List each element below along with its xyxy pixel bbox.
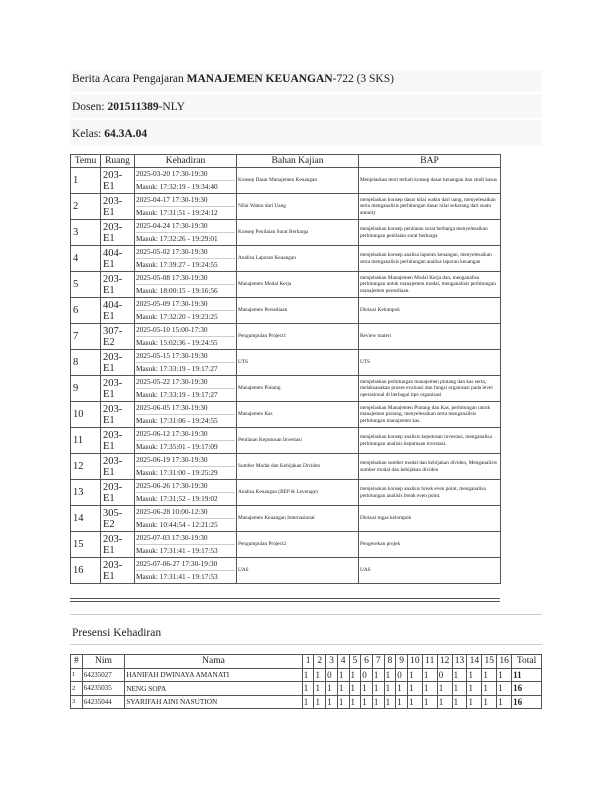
attendance-mark: 1: [302, 695, 314, 709]
ruang-cell: 404-E1: [101, 298, 135, 324]
temu-cell: 1: [71, 168, 101, 194]
masuk-text: Masuk: 17:35:01 - 19:17:09: [136, 442, 218, 451]
presensi-col-header: 11: [422, 655, 437, 669]
total-cell: 11: [512, 668, 542, 682]
masuk-text: Masuk: 17:32:20 - 19:23:25: [136, 312, 218, 321]
title-prefix: Berita Acara Pengajaran: [72, 73, 187, 85]
attendance-mark: 1: [314, 695, 326, 709]
bahan-kajian-cell: Manajemen Modal Kerja: [237, 272, 359, 298]
table-row: [71, 376, 501, 402]
bap-cell: menjelaskan sumber modal dan kebijakan dividen, Menganalisis sumber modal dan kebijakan dividen: [359, 454, 501, 480]
nim-cell: 64235027: [82, 668, 125, 682]
presensi-col-header: 15: [482, 655, 497, 669]
total-cell: 16: [512, 682, 542, 696]
col-temu: Temu: [71, 155, 101, 168]
attendance-mark: 1: [302, 668, 314, 682]
bahan-kajian-cell: Konsep Penilaian Surat Berharga: [237, 220, 359, 246]
bap-cell: Diskusi tugas kelompok: [359, 506, 501, 532]
attendance-mark: 0: [326, 668, 338, 682]
presensi-row: [71, 682, 542, 696]
attendance-mark: 1: [326, 682, 338, 696]
attendance-mark: 1: [482, 695, 497, 709]
presensi-col-header: 9: [396, 655, 408, 669]
masuk-text: Masuk: 17:31:41 - 19:17:53: [136, 546, 218, 555]
temu-cell: 3: [71, 220, 101, 246]
attendance-mark: 1: [422, 695, 437, 709]
ruang-cell: 404-E1: [101, 246, 135, 272]
ruang-cell: 203-E1: [101, 194, 135, 220]
jadwal-text: 2025-05-08 17:30-19:30: [136, 272, 235, 285]
kehadiran-cell: [135, 194, 237, 220]
nama-cell: SYARIFAH AINI NASUTION: [125, 695, 303, 709]
bahan-kajian-cell: Manajemen Persediaan: [237, 298, 359, 324]
bahan-kajian-cell: Analisa Laporan Keuangan: [237, 246, 359, 272]
row-number: 3: [71, 695, 83, 709]
kelas-label: Kelas:: [72, 128, 105, 140]
kehadiran-cell: [135, 480, 237, 506]
masuk-text: Masuk: 17:31:51 - 19:24:12: [136, 208, 218, 217]
attendance-mark: 1: [314, 682, 326, 696]
bahan-kajian-cell: Konsep Dasar Manajemen Keuangan: [237, 168, 359, 194]
temu-cell: 7: [71, 324, 101, 350]
masuk-text: Masuk: 17:33:19 - 19:17:27: [136, 364, 218, 373]
dosen-line: [72, 101, 185, 114]
ruang-cell: 203-E1: [101, 480, 135, 506]
bap-cell: Review materi: [359, 324, 501, 350]
attendance-mark: 1: [302, 682, 314, 696]
attendance-mark: 1: [407, 668, 422, 682]
dosen-suffix: -NLY: [158, 101, 185, 113]
bahan-kajian-cell: UAS: [237, 558, 359, 584]
attendance-mark: 1: [396, 695, 408, 709]
kehadiran-cell: [135, 168, 237, 194]
attendance-mark: 1: [361, 695, 373, 709]
presensi-col-header: 16: [497, 655, 512, 669]
attendance-mark: 1: [372, 695, 384, 709]
masuk-text: Masuk: 10:44:54 - 12:21:25: [136, 520, 218, 529]
bahan-kajian-cell: Analisa Keuangan (BEP & Leverage): [237, 480, 359, 506]
attendance-mark: 1: [396, 682, 408, 696]
temu-cell: 15: [71, 532, 101, 558]
attendance-mark: 1: [349, 695, 361, 709]
bap-cell: UTS: [359, 350, 501, 376]
table-row: [71, 272, 501, 298]
nama-cell: HANIFAH DWINAYA AMANATI: [125, 668, 303, 682]
report-title: [72, 73, 394, 86]
course-name: MANAJEMEN KEUANGAN: [186, 73, 333, 85]
table-row: [71, 506, 501, 532]
bap-cell: menjelaskan konsep dasar nilai waktu dari uang, menyelesaikan serta menganalisis perhitungan dasar nilai sekarang dari suatu annuity: [359, 194, 501, 220]
section-divider: [70, 614, 542, 615]
bahan-kajian-cell: Manajemen Kas: [237, 402, 359, 428]
ruang-cell: 203-E1: [101, 454, 135, 480]
kehadiran-cell: [135, 350, 237, 376]
bahan-kajian-cell: UTS: [237, 350, 359, 376]
bap-cell: menjelaskan Manajemen Modal Kerja dan, menganalisa perhitungan untuk manajemen modal, menganalisis perhitungan manajemen persediaan.: [359, 272, 501, 298]
section-divider-2: [70, 644, 542, 645]
presensi-col-header: 12: [437, 655, 452, 669]
col-bap: BAP: [359, 155, 501, 168]
jadwal-text: 2025-05-22 17:30-19:30: [136, 376, 235, 389]
attendance-mark: 1: [384, 695, 396, 709]
temu-cell: 11: [71, 428, 101, 454]
attendance-mark: 1: [337, 668, 349, 682]
attendance-mark: 1: [407, 695, 422, 709]
kelas-value: 64.3A.04: [104, 128, 148, 140]
presensi-col-header: 6: [361, 655, 373, 669]
presensi-col-header: 3: [326, 655, 338, 669]
bap-cell: menjelaskan konsep analisa laporan keuangan, menyelesaikan serta menganalisis perhitungan analisa laporan keuangan: [359, 246, 501, 272]
attendance-mark: 1: [467, 682, 482, 696]
col-bahan-kajian: Bahan Kajian: [237, 155, 359, 168]
jadwal-text: 2025-06-28 10:00-12:30: [136, 506, 235, 519]
attendance-mark: 1: [384, 668, 396, 682]
table-row: [71, 168, 501, 194]
col-ruang: Ruang: [101, 155, 135, 168]
presensi-title: Presensi Kehadiran: [72, 627, 162, 639]
kehadiran-cell: [135, 324, 237, 350]
temu-cell: 14: [71, 506, 101, 532]
bap-cell: Menjelaskan teori terkait konsep dasar keuangan dan studi kasus: [359, 168, 501, 194]
presensi-col-header: 7: [372, 655, 384, 669]
presensi-col-header: 5: [349, 655, 361, 669]
jadwal-text: 2025-07-03 17:30-19:30: [136, 532, 235, 545]
attendance-mark: 1: [452, 682, 467, 696]
jadwal-text: 2025-03-20 17:30-19:30: [136, 168, 235, 181]
attendance-mark: 1: [452, 695, 467, 709]
bahan-kajian-cell: Manajemen Keuangan Internasional: [237, 506, 359, 532]
ruang-cell: 203-E1: [101, 168, 135, 194]
presensi-row: [71, 668, 542, 682]
temu-cell: 13: [71, 480, 101, 506]
attendance-mark: 1: [452, 668, 467, 682]
nim-cell: 64235035: [82, 682, 125, 696]
attendance-mark: 1: [349, 682, 361, 696]
kehadiran-cell: [135, 428, 237, 454]
table-row: [71, 324, 501, 350]
row-number: 2: [71, 682, 83, 696]
attendance-mark: 1: [361, 682, 373, 696]
ruang-cell: 305-E2: [101, 506, 135, 532]
attendance-mark: 1: [349, 668, 361, 682]
masuk-text: Masuk: 17:31:52 - 19:19:02: [136, 494, 218, 503]
attendance-mark: 0: [396, 668, 408, 682]
bap-cell: menjelaskan perhitungan manajemen piutang dan kas serta, melaksanakan proses evaluasi dan fungsi organisasi pada level operasional di berbagai tipe organisasi: [359, 376, 501, 402]
masuk-text: Masuk: 17:31:06 - 19:24:55: [136, 416, 218, 425]
bahan-kajian-cell: Pengumpulan Project2: [237, 532, 359, 558]
bap-cell: menjelaskan konsep analisis break even point, menganalisa perhitungan analisis break even point.: [359, 480, 501, 506]
presensi-col-header: Total: [512, 655, 542, 669]
presensi-col-header: Nama: [125, 655, 303, 669]
dosen-id: 201511389: [107, 101, 159, 113]
nama-cell: NENG SOPA: [125, 682, 303, 696]
jadwal-text: 2025-07-06-27 17:30-19:30: [136, 558, 235, 571]
table-row: [71, 350, 501, 376]
kehadiran-cell: [135, 558, 237, 584]
attendance-mark: 1: [326, 695, 338, 709]
ruang-cell: 203-E1: [101, 220, 135, 246]
presensi-col-header: 8: [384, 655, 396, 669]
presensi-col-header: Nim: [82, 655, 125, 669]
masuk-text: Masuk: 17:33:19 - 19:17:27: [136, 390, 218, 399]
jadwal-text: 2025-04-17 17:30-19:30: [136, 194, 235, 207]
ruang-cell: 307-E2: [101, 324, 135, 350]
attendance-mark: 1: [337, 695, 349, 709]
presensi-col-header: 14: [467, 655, 482, 669]
kehadiran-cell: [135, 402, 237, 428]
presensi-col-header: 2: [314, 655, 326, 669]
attendance-mark: 1: [437, 695, 452, 709]
col-kehadiran: Kehadiran: [135, 155, 237, 168]
bahan-kajian-cell: Nilai Waktu dari Uang: [237, 194, 359, 220]
kelas-line: [72, 128, 147, 141]
ruang-cell: 203-E1: [101, 376, 135, 402]
table-row: [71, 454, 501, 480]
attendance-mark: 1: [384, 682, 396, 696]
bap-cell: menjelaskan konsep penilaian surat berharga menyelesaikan perhitungan penilaian surat berharga: [359, 220, 501, 246]
bap-cell: menjelaskan konsep analisis keputusan investasi, menganalisa perhitungan analisis keputusan investasi.: [359, 428, 501, 454]
jadwal-text: 2025-04-24 17:30-19:30: [136, 220, 235, 233]
bahan-kajian-cell: Pengumpulan Project1: [237, 324, 359, 350]
table-row: [71, 246, 501, 272]
attendance-mark: 1: [467, 668, 482, 682]
ruang-cell: 203-E1: [101, 558, 135, 584]
jadwal-text: 2025-06-19 17:30-19:30: [136, 454, 235, 467]
nim-cell: 64235044: [82, 695, 125, 709]
table-row: [71, 298, 501, 324]
attendance-mark: 1: [422, 682, 437, 696]
attendance-mark: 1: [337, 682, 349, 696]
temu-cell: 10: [71, 402, 101, 428]
attendance-mark: 1: [437, 682, 452, 696]
temu-cell: 16: [71, 558, 101, 584]
table-row: [71, 532, 501, 558]
presensi-col-header: 10: [407, 655, 422, 669]
table-row: [71, 194, 501, 220]
temu-cell: 6: [71, 298, 101, 324]
masuk-text: Masuk: 18:00:15 - 19:16:56: [136, 286, 218, 295]
jadwal-text: 2025-06-26 17:30-19:30: [136, 480, 235, 493]
attendance-mark: 1: [372, 682, 384, 696]
attendance-mark: 1: [497, 695, 512, 709]
masuk-text: Masuk: 17:32:19 - 19:34:40: [136, 182, 218, 191]
jadwal-text: 2025-05-10 15:00-17:30: [136, 324, 235, 337]
jadwal-text: 2025-06-05 17:30-19:30: [136, 402, 235, 415]
jadwal-text: 2025-05-02 17:30-19:30: [136, 246, 235, 259]
dosen-label: Dosen:: [72, 101, 108, 113]
ruang-cell: 203-E1: [101, 402, 135, 428]
bahan-kajian-cell: Manajemen Piutang: [237, 376, 359, 402]
masuk-text: Masuk: 17:32:26 - 19:29:01: [136, 234, 218, 243]
table-row: [71, 402, 501, 428]
bahan-kajian-cell: Sumber Modal dan Kebijakan Dividen: [237, 454, 359, 480]
masuk-text: Masuk: 17:31:00 - 19:25:29: [136, 468, 218, 477]
attendance-mark: 0: [361, 668, 373, 682]
presensi-col-header: #: [71, 655, 83, 669]
kehadiran-cell: [135, 532, 237, 558]
attendance-mark: 0: [437, 668, 452, 682]
presensi-header-row: [71, 655, 542, 669]
masuk-text: Masuk: 15:02:36 - 19:24:55: [136, 338, 218, 347]
kehadiran-cell: [135, 246, 237, 272]
temu-cell: 2: [71, 194, 101, 220]
bap-cell: Pengecekan projek: [359, 532, 501, 558]
attendance-mark: 1: [467, 695, 482, 709]
temu-cell: 4: [71, 246, 101, 272]
masuk-text: Masuk: 17:31:41 - 19:17:53: [136, 572, 218, 581]
bap-cell: menjelaskan Manajemen Piutang dan Kas, perhitungan untuk manajemen piutang, menyelesaikan serta menganalisis perhitungan manajemen kas.: [359, 402, 501, 428]
bap-cell: Diskusi Kelompok: [359, 298, 501, 324]
ruang-cell: 203-E1: [101, 272, 135, 298]
table-row: [71, 480, 501, 506]
attendance-mark: 1: [407, 682, 422, 696]
table-row: [71, 428, 501, 454]
ruang-cell: 203-E1: [101, 350, 135, 376]
masuk-text: Masuk: 17:39:27 - 19:24:55: [136, 260, 218, 269]
schedule-table: [70, 154, 501, 584]
presensi-col-header: 4: [337, 655, 349, 669]
table-row: [71, 220, 501, 246]
kehadiran-cell: [135, 220, 237, 246]
temu-cell: 12: [71, 454, 101, 480]
presensi-col-header: 1: [302, 655, 314, 669]
kehadiran-cell: [135, 454, 237, 480]
jadwal-text: 2025-06-12 17:30-19:30: [136, 428, 235, 441]
attendance-mark: 1: [314, 668, 326, 682]
row-number: 1: [71, 668, 83, 682]
kehadiran-cell: [135, 272, 237, 298]
table-row: [71, 558, 501, 584]
ruang-cell: 203-E1: [101, 532, 135, 558]
schedule-header-row: [71, 155, 501, 168]
total-cell: 16: [512, 695, 542, 709]
presensi-col-header: 13: [452, 655, 467, 669]
attendance-mark: 1: [422, 668, 437, 682]
kehadiran-cell: [135, 376, 237, 402]
attendance-mark: 1: [372, 668, 384, 682]
jadwal-text: 2025-05-09 17:30-19:30: [136, 298, 235, 311]
kehadiran-cell: [135, 298, 237, 324]
presensi-row: [71, 695, 542, 709]
kehadiran-cell: [135, 506, 237, 532]
temu-cell: 8: [71, 350, 101, 376]
attendance-mark: 1: [482, 668, 497, 682]
bahan-kajian-cell: Penilaian Keputusan Investasi: [237, 428, 359, 454]
schedule-bottom-rule: [70, 598, 500, 602]
course-suffix: -722 (3 SKS): [332, 73, 394, 85]
ruang-cell: 203-E1: [101, 428, 135, 454]
temu-cell: 9: [71, 376, 101, 402]
attendance-mark: 1: [497, 668, 512, 682]
bap-cell: UAS: [359, 558, 501, 584]
temu-cell: 5: [71, 272, 101, 298]
attendance-mark: 1: [482, 682, 497, 696]
presensi-table: [70, 654, 542, 709]
jadwal-text: 2025-05-15 17:30-19:30: [136, 350, 235, 363]
attendance-mark: 1: [497, 682, 512, 696]
